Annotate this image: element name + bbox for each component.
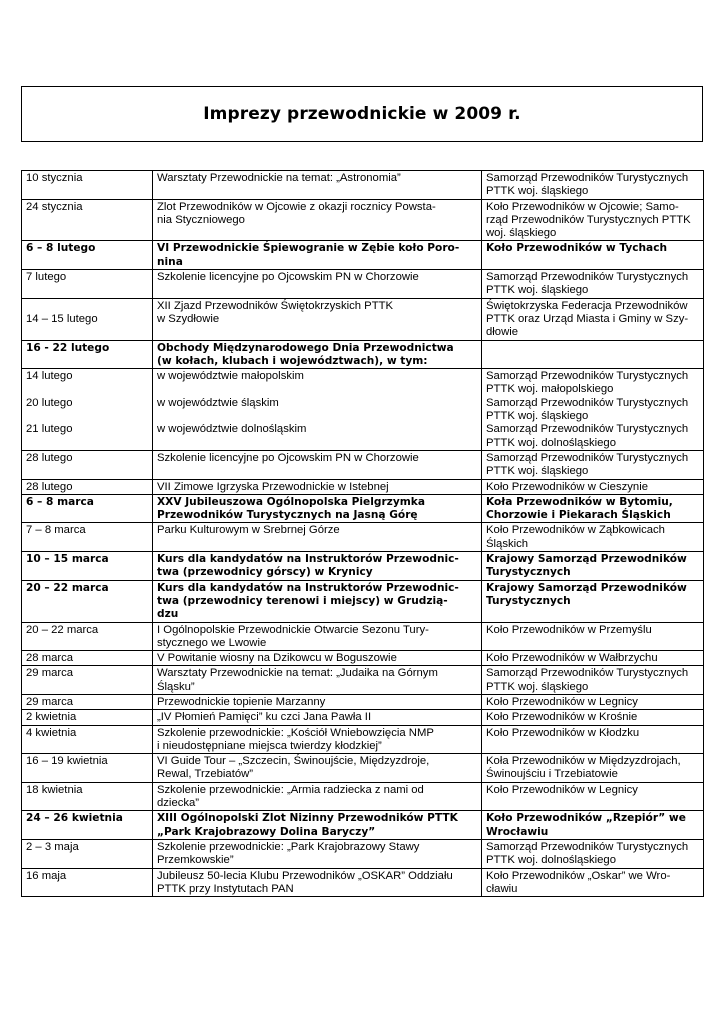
page-title: Imprezy przewodnickie w 2009 r.	[203, 104, 521, 124]
org-line: Śląskich	[486, 537, 529, 550]
event-row	[22, 694, 704, 709]
org-line: Świętokrzyska Federacja Przewodników	[486, 299, 688, 312]
event-cell	[153, 622, 482, 651]
date-line	[26, 300, 148, 313]
event-row	[22, 340, 704, 369]
event-line: w województwie małopolskim	[157, 370, 304, 383]
event-line: Szkolenie przewodnickie: „Kościół Wniebowzięcia NMP	[157, 726, 434, 739]
event-row	[22, 494, 704, 523]
event-row	[22, 622, 704, 651]
event-line: VI Guide Tour – „Szczecin, Świnoujście, Międzyzdroje,	[157, 755, 430, 768]
events-table	[21, 170, 704, 897]
date-line: 29 marca	[26, 695, 74, 708]
event-line: w województwie śląskim	[157, 396, 279, 409]
event-line: twa (przewodnicy terenowi i miejscy) w Grudzią-	[157, 594, 448, 607]
date-line: 28 lutego	[26, 480, 73, 493]
organizer-cell	[482, 811, 704, 840]
event-row	[22, 754, 704, 783]
event-cell	[153, 580, 482, 622]
org-line: Koło Przewodników „Rzepiór” we	[486, 812, 686, 825]
event-line: „IV Płomień Pamięci” ku czci Jana Pawła II	[157, 711, 372, 724]
organizer-cell	[482, 479, 704, 494]
org-line: PTTK woj. śląskiego	[486, 185, 589, 198]
organizer-cell	[482, 552, 704, 581]
date-cell	[22, 622, 153, 651]
event-line: Parku Kulturowym w Srebrnej Górze	[157, 524, 340, 537]
event-line: dziecka”	[157, 797, 200, 810]
event-line: Szkolenie przewodnickie: „Armia radziecka z nami od	[157, 783, 424, 796]
org-line: Koło Przewodników w Legnicy	[486, 695, 638, 708]
event-cell	[153, 369, 482, 451]
org-line: PTTK oraz Urząd Miasta i Gminy w Szy-	[486, 312, 689, 325]
event-line: Przewodników Turystycznych na Jasną Górę	[157, 509, 418, 522]
date-line: 18 kwietnia	[26, 783, 83, 796]
date-line: 4 kwietnia	[26, 726, 77, 739]
event-row	[22, 710, 704, 725]
event-row	[22, 811, 704, 840]
organizer-cell	[482, 298, 704, 340]
date-line: 28 lutego	[26, 451, 73, 464]
event-line: stycznego we Lwowie	[157, 636, 267, 649]
event-line: nia Styczniowego	[157, 213, 245, 226]
org-line: PTTK woj. śląskiego	[486, 465, 589, 478]
event-line: w Szydłowie	[157, 312, 220, 325]
org-line: Samorząd Przewodników Turystycznych	[486, 451, 689, 464]
org-line: Koło Przewodników w Wałbrzychu	[486, 652, 658, 665]
org-line: dłowie	[486, 326, 519, 339]
event-line: PTTK przy Instytutach PAN	[157, 882, 294, 895]
date-cell	[22, 241, 153, 270]
date-line: 20 – 22 marca	[26, 623, 99, 636]
org-line: PTTK woj. śląskiego	[486, 284, 589, 297]
org-line: Krajowy Samorząd Przewodników	[486, 581, 687, 594]
event-row	[22, 171, 704, 200]
date-line: 6 – 8 marca	[26, 495, 94, 508]
event-line: Przemkowskie”	[157, 854, 234, 867]
org-line: PTTK woj. dolnośląskiego	[486, 854, 616, 867]
date-line	[26, 410, 148, 423]
event-row	[22, 523, 704, 552]
event-line: Przewodnickie topienie Marzanny	[157, 695, 326, 708]
organizer-cell	[482, 580, 704, 622]
org-line: PTTK woj. śląskiego	[486, 410, 589, 423]
org-line: cławiu	[486, 882, 518, 895]
date-cell	[22, 710, 153, 725]
event-row	[22, 868, 704, 897]
event-line: Jubileusz 50-lecia Klubu Przewodników „OSKAR” Oddziału	[157, 869, 453, 882]
event-cell	[153, 241, 482, 270]
organizer-cell	[482, 241, 704, 270]
event-line: Rewal, Trzebiatów”	[157, 768, 254, 781]
events-table-body	[22, 171, 704, 897]
event-cell	[153, 340, 482, 369]
event-line: XXV Jubileuszowa Ogólnopolska Pielgrzymka	[157, 495, 425, 508]
event-line: I Ogólnopolskie Przewodnickie Otwarcie Sezonu Tury-	[157, 623, 429, 636]
date-cell	[22, 754, 153, 783]
date-cell	[22, 171, 153, 200]
event-row	[22, 298, 704, 340]
event-row	[22, 839, 704, 868]
organizer-cell	[482, 340, 704, 369]
org-line: Koło Przewodników w Przemyślu	[486, 623, 652, 636]
date-line: 7 lutego	[26, 271, 67, 284]
organizer-cell	[482, 622, 704, 651]
event-cell	[153, 479, 482, 494]
organizer-cell	[482, 839, 704, 868]
event-line: nina	[157, 255, 183, 268]
date-cell	[22, 651, 153, 666]
event-cell	[153, 710, 482, 725]
event-cell	[153, 523, 482, 552]
org-line: PTTK woj. dolnośląskiego	[486, 436, 616, 449]
date-line: 24 stycznia	[26, 200, 83, 213]
event-line: XIII Ogólnopolski Zlot Nizinny Przewodników PTTK	[157, 812, 458, 825]
organizer-cell	[482, 868, 704, 897]
date-cell	[22, 450, 153, 479]
org-line: Koło Przewodników w Ząbkowicach	[486, 524, 665, 537]
org-line: Koła Przewodników w Bytomiu,	[486, 495, 673, 508]
org-line: Koło Przewodników w Kłodzku	[486, 726, 640, 739]
organizer-cell	[482, 171, 704, 200]
organizer-cell	[482, 651, 704, 666]
date-line: 2 – 3 maja	[26, 840, 79, 853]
event-row	[22, 270, 704, 299]
organizer-cell	[482, 710, 704, 725]
date-cell	[22, 666, 153, 695]
date-line: 20 – 22 marca	[26, 581, 109, 594]
org-line: Samorząd Przewodników Turystycznych	[486, 271, 689, 284]
event-line: i nieudostępniane miejsca twierdzy kłodzkiej”	[157, 739, 382, 752]
date-cell	[22, 523, 153, 552]
date-cell	[22, 580, 153, 622]
date-line	[26, 383, 148, 396]
date-cell	[22, 298, 153, 340]
org-line: Chorzowie i Piekarach Śląskich	[486, 509, 671, 522]
organizer-cell	[482, 754, 704, 783]
event-cell	[153, 868, 482, 897]
org-line: Wrocławiu	[486, 825, 549, 838]
organizer-cell	[482, 494, 704, 523]
org-line: Koło Przewodników w Krośnie	[486, 711, 638, 724]
date-cell	[22, 340, 153, 369]
event-cell	[153, 811, 482, 840]
date-cell	[22, 494, 153, 523]
org-line: Turystycznych	[486, 566, 571, 579]
org-line: woj. śląskiego	[486, 227, 557, 240]
date-line: 21 lutego	[26, 423, 73, 436]
date-cell	[22, 694, 153, 709]
organizer-cell	[482, 270, 704, 299]
event-cell	[153, 199, 482, 241]
org-line: Koła Przewodników w Międzyzdrojach,	[486, 755, 681, 768]
event-cell	[153, 270, 482, 299]
date-line: 16 maja	[26, 869, 67, 882]
event-line: Zlot Przewodników w Ojcowie z okazji rocznicy Powsta-	[157, 200, 436, 213]
event-line: Obchody Międzynarodowego Dnia Przewodnictwa	[157, 341, 454, 354]
event-cell	[153, 754, 482, 783]
event-cell	[153, 494, 482, 523]
date-cell	[22, 552, 153, 581]
date-line: 14 – 15 lutego	[26, 312, 98, 325]
org-line: Koło Przewodników w Cieszynie	[486, 480, 648, 493]
organizer-cell	[482, 666, 704, 695]
event-row	[22, 479, 704, 494]
date-line: 24 – 26 kwietnia	[26, 812, 123, 825]
event-line: Kurs dla kandydatów na Instruktorów Przewodnic-	[157, 581, 459, 594]
event-line: dzu	[157, 608, 179, 621]
event-row	[22, 369, 704, 451]
date-line: 10 stycznia	[26, 172, 83, 184]
event-line: twa (przewodnicy górscy) w Krynicy	[157, 566, 373, 579]
org-line: Koło Przewodników w Ojcowie; Samo-	[486, 200, 679, 213]
event-line: XII Zjazd Przewodników Świętokrzyskich PTTK	[157, 299, 394, 312]
organizer-cell	[482, 782, 704, 811]
event-line	[157, 410, 477, 423]
event-row	[22, 241, 704, 270]
event-cell	[153, 651, 482, 666]
organizer-cell	[482, 450, 704, 479]
date-line: 7 – 8 marca	[26, 524, 86, 537]
event-cell	[153, 694, 482, 709]
event-line: (w kołach, klubach i województwach), w tym:	[157, 354, 428, 367]
organizer-cell	[482, 199, 704, 241]
org-line: Samorząd Przewodników Turystycznych	[486, 423, 689, 436]
event-line: Szkolenie licencyjne po Ojcowskim PN w Chorzowie	[157, 451, 419, 464]
event-cell	[153, 666, 482, 695]
date-line: 16 - 22 lutego	[26, 341, 110, 354]
org-line: Samorząd Przewodników Turystycznych	[486, 667, 689, 680]
event-row	[22, 450, 704, 479]
org-line: Samorząd Przewodników Turystycznych	[486, 840, 689, 853]
org-line: rząd Przewodników Turystycznych PTTK	[486, 213, 691, 226]
date-cell	[22, 270, 153, 299]
date-cell	[22, 725, 153, 754]
event-row	[22, 666, 704, 695]
date-line: 29 marca	[26, 667, 74, 680]
event-line: Szkolenie przewodnickie: „Park Krajobrazowy Stawy	[157, 840, 420, 853]
event-line: VII Zimowe Igrzyska Przewodnickie w Istebnej	[157, 480, 389, 493]
event-row	[22, 552, 704, 581]
event-cell	[153, 171, 482, 200]
event-cell	[153, 450, 482, 479]
org-line: Samorząd Przewodników Turystycznych	[486, 172, 689, 184]
date-line: 10 – 15 marca	[26, 553, 109, 566]
event-line: Szkolenie licencyjne po Ojcowskim PN w Chorzowie	[157, 271, 419, 284]
date-cell	[22, 811, 153, 840]
event-line: Śląsku”	[157, 680, 195, 693]
event-row	[22, 199, 704, 241]
org-line: Koło Przewodników w Legnicy	[486, 783, 638, 796]
event-cell	[153, 725, 482, 754]
date-cell	[22, 782, 153, 811]
organizer-cell	[482, 523, 704, 552]
event-row	[22, 782, 704, 811]
org-line: PTTK woj. śląskiego	[486, 680, 589, 693]
event-line: V Powitanie wiosny na Dzikowcu w Boguszowie	[157, 652, 397, 665]
event-cell	[153, 782, 482, 811]
date-cell	[22, 199, 153, 241]
event-line: Kurs dla kandydatów na Instruktorów Przewodnic-	[157, 553, 459, 566]
event-row	[22, 651, 704, 666]
org-line: Samorząd Przewodników Turystycznych	[486, 396, 689, 409]
organizer-cell	[482, 694, 704, 709]
org-line: Turystycznych	[486, 594, 571, 607]
event-line: w województwie dolnośląskim	[157, 423, 307, 436]
date-line: 6 – 8 lutego	[26, 242, 96, 255]
event-cell	[153, 552, 482, 581]
date-cell	[22, 369, 153, 451]
organizer-cell	[482, 725, 704, 754]
date-cell	[22, 479, 153, 494]
organizer-cell	[482, 369, 704, 451]
date-cell	[22, 839, 153, 868]
event-line: Warsztaty Przewodnickie na temat: „Judaika na Górnym	[157, 667, 438, 680]
event-line: Warsztaty Przewodnickie na temat: „Astronomia”	[157, 172, 401, 184]
org-line: Świnoujściu i Trzebiatowie	[486, 768, 618, 781]
org-line: Krajowy Samorząd Przewodników	[486, 553, 687, 566]
event-row	[22, 725, 704, 754]
date-line: 14 lutego	[26, 370, 73, 383]
event-line: „Park Krajobrazowy Dolina Baryczy”	[157, 825, 376, 838]
event-line: VI Przewodnickie Śpiewogranie w Zębie koło Poro-	[157, 242, 460, 255]
org-line: Koło Przewodników w Tychach	[486, 242, 668, 255]
date-line: 16 – 19 kwietnia	[26, 755, 108, 768]
org-line: PTTK woj. małopolskiego	[486, 383, 614, 396]
event-line	[157, 383, 477, 396]
event-row	[22, 580, 704, 622]
date-line: 28 marca	[26, 652, 74, 665]
event-cell	[153, 298, 482, 340]
title-box	[21, 86, 703, 142]
date-cell	[22, 868, 153, 897]
date-line: 20 lutego	[26, 396, 73, 409]
org-line: Koło Przewodników „Oskar” we Wro-	[486, 869, 671, 882]
event-cell	[153, 839, 482, 868]
org-line: Samorząd Przewodników Turystycznych	[486, 370, 689, 383]
date-line: 2 kwietnia	[26, 711, 77, 724]
